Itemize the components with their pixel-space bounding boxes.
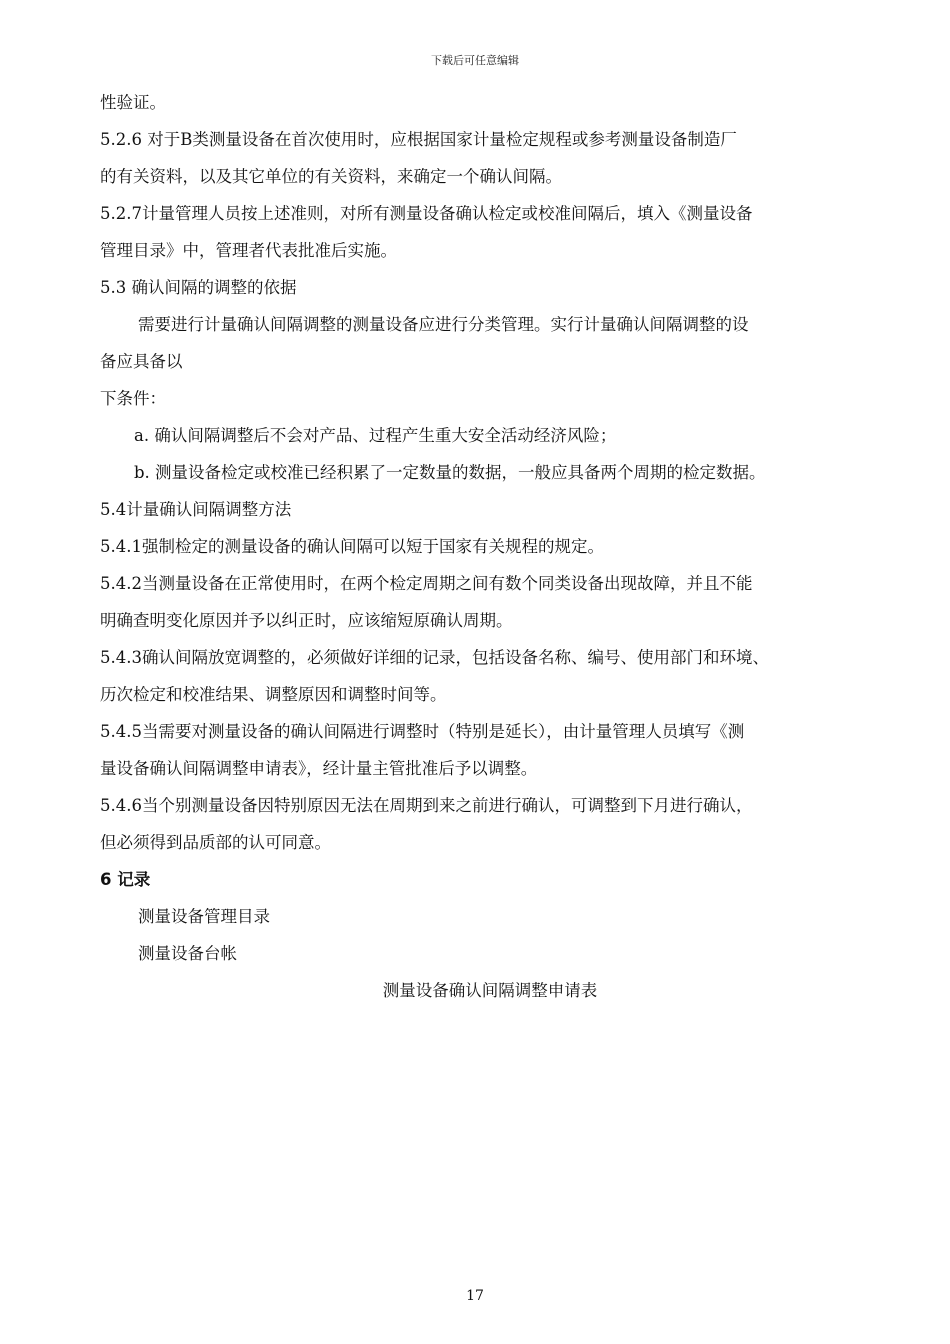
text-line: 备应具备以 xyxy=(100,352,183,371)
clause-5-4-1: 5.4.1强制检定的测量设备的确认间隔可以短于国家有关规程的规定。 xyxy=(100,537,604,556)
list-item-a: a. 确认间隔调整后不会对产品、过程产生重大安全活动经济风险； xyxy=(134,426,617,445)
text-line: 量设备确认间隔调整申请表》，经计量主管批准后予以调整。 xyxy=(100,759,538,778)
record-item: 测量设备台帐 xyxy=(138,944,237,963)
paragraph-line: 需要进行计量确认间隔调整的测量设备应进行分类管理。实行计量确认间隔调整的设 xyxy=(138,315,749,334)
text-line: 管理目录》中，管理者代表批准后实施。 xyxy=(100,241,397,260)
clause-5-4-5: 5.4.5当需要对测量设备的确认间隔进行调整时（特别是延长），由计量管理人员填写《测 xyxy=(100,722,745,741)
clause-5-4-3: 5.4.3确认间隔放宽调整的，必须做好详细的记录，包括设备名称、编号、使用部门和环境、 xyxy=(100,648,769,667)
text-line: 下条件： xyxy=(100,389,166,408)
text-line: 性验证。 xyxy=(100,93,166,112)
record-item: 测量设备管理目录 xyxy=(138,907,270,926)
section-5-3-heading: 5.3 确认间隔的调整的依据 xyxy=(100,278,297,297)
text-line: 明确查明变化原因并予以纠正时，应该缩短原确认周期。 xyxy=(100,611,513,630)
document-body xyxy=(100,84,880,1009)
clause-5-2-7: 5.2.7计量管理人员按上述准则，对所有测量设备确认检定或校准间隔后，填入《测量设备 xyxy=(100,204,753,223)
section-5-4-heading: 5.4计量确认间隔调整方法 xyxy=(100,500,292,519)
list-item-b: b. 测量设备检定或校准已经积累了一定数量的数据，一般应具备两个周期的检定数据。 xyxy=(134,463,766,482)
clause-5-2-6: 5.2.6 对于B类测量设备在首次使用时，应根据国家计量检定规程或参考测量设备制造厂 xyxy=(100,130,737,149)
text-line: 但必须得到品质部的认可同意。 xyxy=(100,833,331,852)
page-number: 17 xyxy=(466,1288,484,1304)
page-header: 下载后可任意编辑 xyxy=(431,54,519,67)
text-line: 的有关资料，以及其它单位的有关资料，来确定一个确认间隔。 xyxy=(100,167,562,186)
clause-5-4-6: 5.4.6当个别测量设备因特别原因无法在周期到来之前进行确认，可调整到下月进行确认， xyxy=(100,796,753,815)
form-title: 测量设备确认间隔调整申请表 xyxy=(382,981,598,1000)
text-line: 历次检定和校准结果、调整原因和调整时间等。 xyxy=(100,685,447,704)
section-6-heading: 6 记录 xyxy=(100,870,151,889)
clause-5-4-2: 5.4.2当测量设备在正常使用时，在两个检定周期之间有数个同类设备出现故障，并且不能 xyxy=(100,574,753,593)
